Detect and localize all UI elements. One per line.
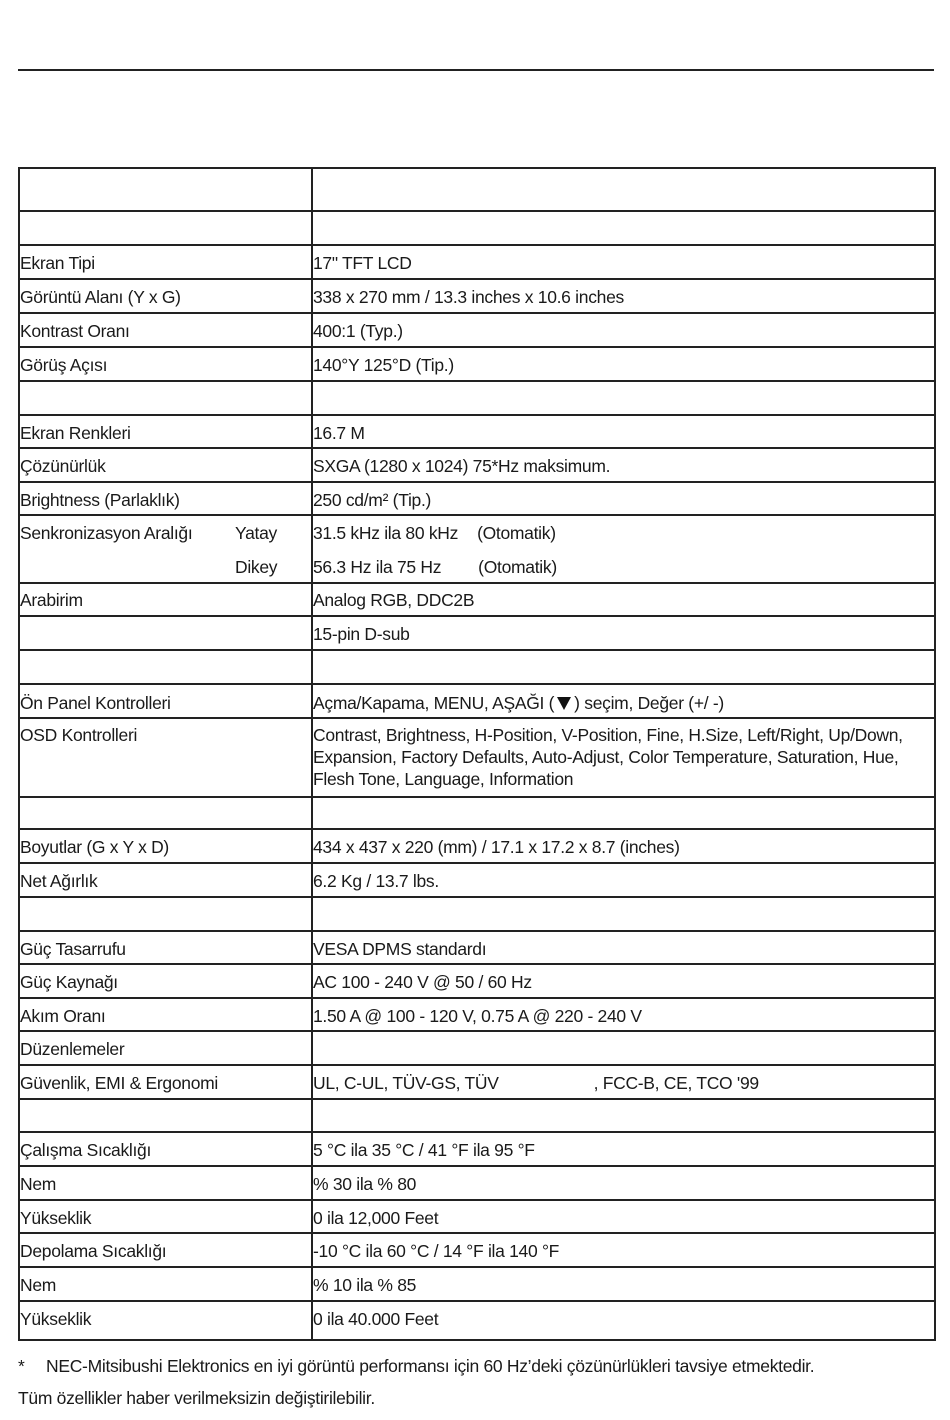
row-label: Kontrast Oranı [20, 321, 130, 341]
row-value: % 10 ila % 85 [313, 1275, 417, 1295]
table-row [19, 718, 935, 797]
row-value: 17" TFT LCD [313, 253, 412, 273]
row-value: % 30 ila % 80 [313, 1174, 417, 1194]
row-label: Güç Tasarrufu [20, 939, 126, 959]
footnote-marker: * [18, 1356, 25, 1376]
row-value: 140°Y 125°D (Tip.) [313, 355, 454, 375]
table-row [19, 829, 935, 863]
table-row [19, 1132, 935, 1166]
yatay-value: 31.5 kHz ila 80 kHz [313, 523, 459, 543]
header-cell-left [19, 168, 312, 211]
row-value: Contrast, Brightness, H-Position, V-Position, Fine, H.Size, Left/Right, Up/Down, Expansion, Factory Defaults, Auto-Adjust, Color Temperature, Saturation, Hue, Flesh Tone, Language, Information [313, 725, 903, 789]
row-label: Çözünürlük [20, 456, 106, 476]
disclaimer: Tüm özellikler haber verilmeksizin değiştirilebilir. [18, 1388, 375, 1408]
header-rule [18, 69, 934, 71]
row-label: Düzenlemeler [20, 1039, 125, 1059]
row-label: Güç Kaynağı [20, 972, 118, 992]
row-label: Senkronizasyon Aralığı [20, 523, 193, 543]
row-value: 250 cd/m² (Tip.) [313, 490, 432, 510]
row-value: 0 ila 40.000 Feet [313, 1309, 439, 1329]
table-row [19, 1166, 935, 1200]
table-row [19, 279, 935, 313]
table-row [19, 482, 935, 515]
spec-table [18, 167, 936, 1341]
header-cell-right [312, 168, 935, 211]
row-label: OSD Kontrolleri [20, 725, 138, 745]
section-header-row [19, 797, 935, 829]
section-header-row [19, 381, 935, 415]
section-header-row [19, 650, 935, 684]
row-value-part: Açma/Kapama, MENU, AŞAĞI ( [313, 693, 555, 713]
row-value: SXGA (1280 x 1024) 75*Hz maksimum. [313, 456, 611, 476]
row-label: Boyutlar (G x Y x D) [20, 837, 169, 857]
row-label: Ekran Tipi [20, 253, 95, 273]
table-row [19, 1065, 935, 1099]
row-value: Analog RGB, DDC2B [313, 590, 475, 610]
table-row [19, 415, 935, 448]
row-value: 1.50 A @ 100 - 120 V, 0.75 A @ 220 - 240 V [313, 1006, 642, 1026]
table-row [19, 684, 935, 718]
row-label: Arabirim [20, 590, 83, 610]
row-value: 400:1 (Typ.) [313, 321, 403, 341]
row-value-part: , FCC-B, CE, TCO '99 [593, 1073, 759, 1093]
dikey-mode: (Otomatik) [478, 557, 557, 577]
row-label: Yükseklik [20, 1309, 92, 1329]
row-value: 0 ila 12,000 Feet [313, 1208, 439, 1228]
row-value-part: ) seçim, Değer (+/ -) [574, 693, 724, 713]
row-value: 434 x 437 x 220 (mm) / 17.1 x 17.2 x 8.7 (inches) [313, 837, 680, 857]
row-value: VESA DPMS standardı [313, 939, 487, 959]
row-label: Güvenlik, EMI & Ergonomi [20, 1073, 219, 1093]
row-label: Görüntü Alanı (Y x G) [20, 287, 181, 307]
table-row [19, 347, 935, 381]
row-label: Ekran Renkleri [20, 423, 131, 443]
footnote [18, 1356, 814, 1377]
row-label: Brightness (Parlaklık) [20, 490, 180, 510]
table-row [19, 1031, 935, 1065]
row-value: 338 x 270 mm / 13.3 inches x 10.6 inches [313, 287, 624, 307]
row-value: 15-pin D-sub [313, 624, 410, 644]
table-row [19, 1233, 935, 1267]
row-label: Nem [20, 1174, 57, 1194]
row-label: Net Ağırlık [20, 871, 98, 891]
table-row [19, 245, 935, 279]
section-header-row [19, 1099, 935, 1132]
row-value: -10 °C ila 60 °C / 14 °F ila 140 °F [313, 1241, 560, 1261]
row-label: Yükseklik [20, 1208, 92, 1228]
row-value: 6.2 Kg / 13.7 lbs. [313, 871, 439, 891]
table-row [19, 583, 935, 616]
table-row [19, 998, 935, 1031]
row-label: Çalışma Sıcaklığı [20, 1140, 152, 1160]
table-row [19, 313, 935, 347]
down-triangle-icon [557, 697, 571, 710]
table-row [19, 931, 935, 964]
section-header-row [19, 897, 935, 931]
row-value: 5 °C ila 35 °C / 41 °F ila 95 °F [313, 1140, 535, 1160]
table-row [19, 863, 935, 897]
table-row [19, 1267, 935, 1301]
section-header-row [19, 211, 935, 245]
footnote-text: NEC-Mitsibushi Elektronics en iyi görüntü performansı için 60 Hz’deki çözünürlükleri tavsiye etmektedir. [46, 1356, 815, 1376]
row-value: 16.7 M [313, 423, 365, 443]
row-value-part: UL, C-UL, TÜV-GS, TÜV [313, 1073, 499, 1093]
table-header-row [19, 168, 935, 211]
table-row [19, 448, 935, 482]
row-value: AC 100 - 240 V @ 50 / 60 Hz [313, 972, 532, 992]
yatay-label: Yatay [235, 523, 277, 543]
dikey-label: Dikey [235, 557, 278, 577]
table-row [19, 1301, 935, 1340]
row-label: Akım Oranı [20, 1006, 106, 1026]
table-row [19, 515, 935, 583]
dikey-value: 56.3 Hz ila 75 Hz [313, 557, 442, 577]
yatay-mode: (Otomatik) [477, 523, 556, 543]
table-row [19, 616, 935, 650]
row-label: Nem [20, 1275, 57, 1295]
row-label: Görüş Açısı [20, 355, 108, 375]
row-label: Ön Panel Kontrolleri [20, 693, 171, 713]
table-row [19, 1200, 935, 1233]
row-label: Depolama Sıcaklığı [20, 1241, 167, 1261]
table-row [19, 964, 935, 998]
